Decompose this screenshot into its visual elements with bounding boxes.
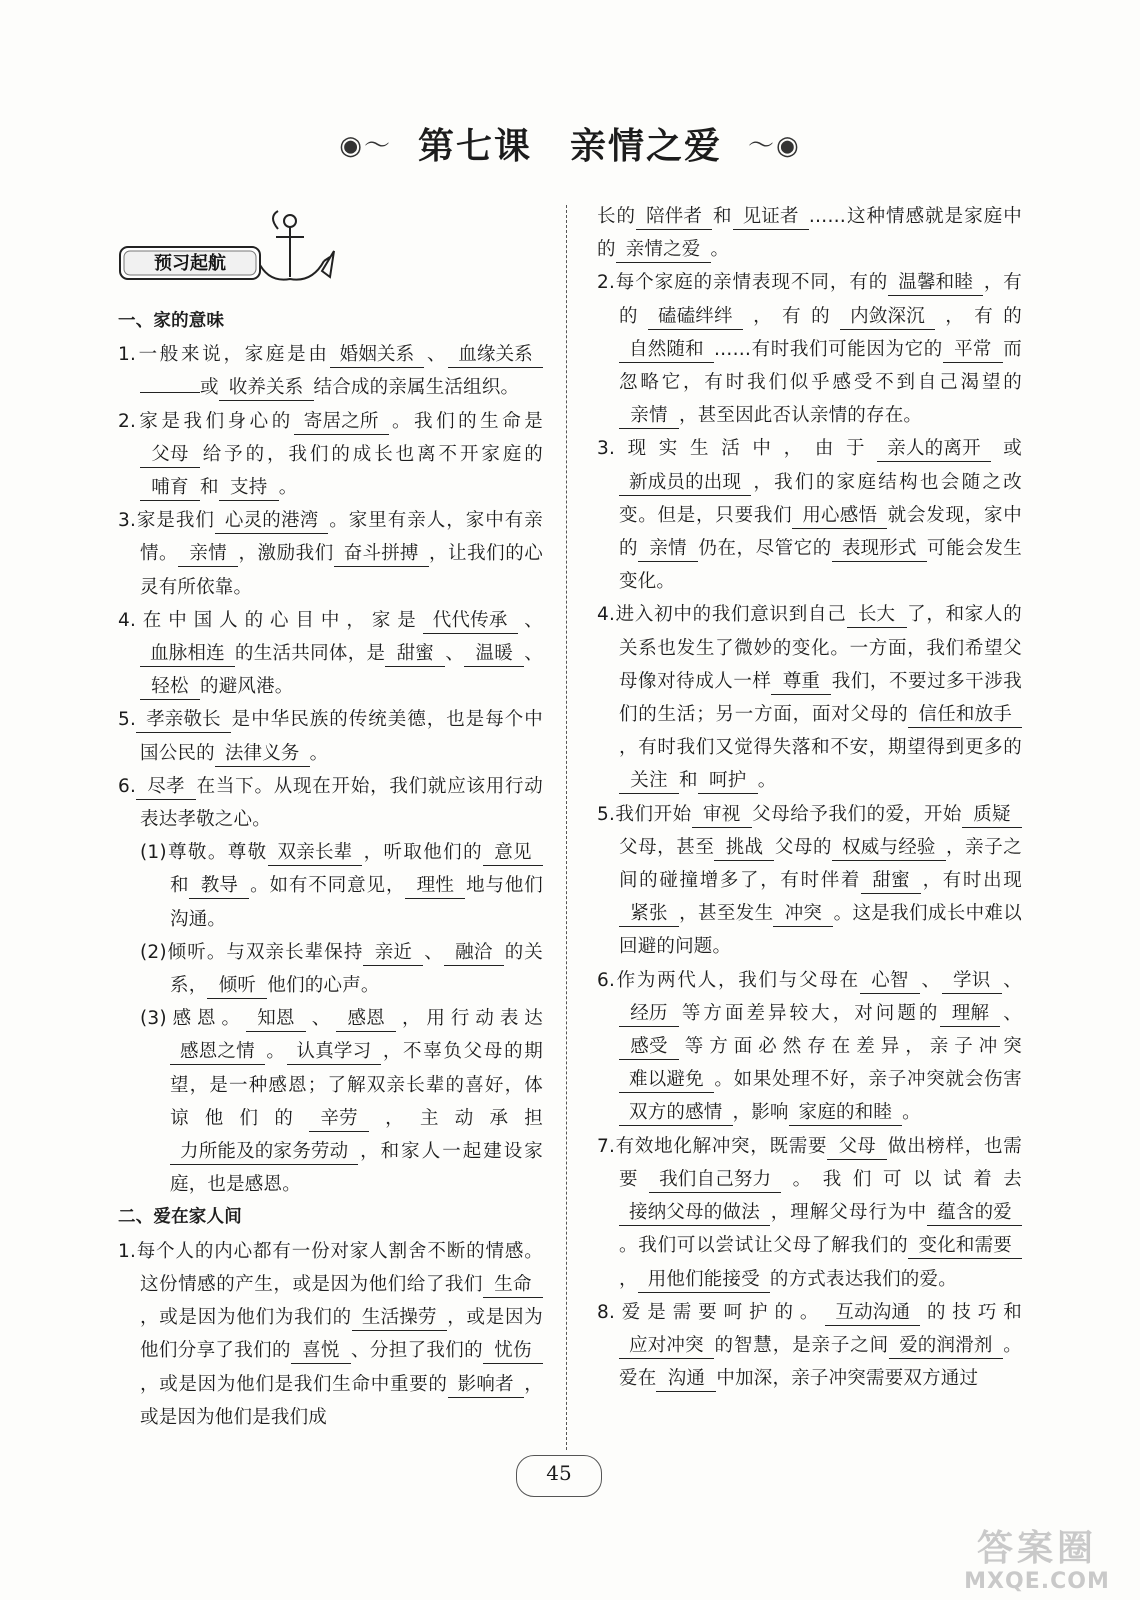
answer-blank: 辛劳	[309, 1107, 369, 1132]
answer-blank: 血脉相连	[140, 642, 235, 667]
answer-blank: 理解	[940, 1002, 1000, 1027]
watermark-line2: MXQE.COM	[964, 1569, 1110, 1594]
answer-blank: 新成员的出现	[619, 471, 751, 496]
section-heading: 一、家的意味	[118, 311, 225, 331]
section-heading: 二、爱在家人间	[118, 1207, 242, 1228]
answer-blank: 审视	[692, 803, 752, 828]
answer-blank: 亲情之爱	[616, 238, 711, 263]
answer-blank: 影响者	[448, 1373, 524, 1398]
answer-blank: 孝亲敬长	[136, 708, 231, 733]
answer-blank: 尊重	[771, 670, 831, 695]
left-swirl-icon: ◉〜	[339, 131, 392, 161]
question-item: 2.每个家庭的亲情表现不同，有的 温馨和睦 ，有的 磕磕绊绊 ，有的 内敛深沉 ，有的自然随和 ……有时我们可能因为它的 平常 而忽略它，有时我们似乎感受不到自己渴望的亲情 ，甚至因此否认亲情的存在。	[597, 266, 1022, 432]
answer-blank: 意见	[483, 841, 543, 866]
answer-blank: 呵护	[698, 769, 758, 794]
answer-blank: 感恩之情	[170, 1040, 265, 1065]
answer-blank: 权威与经验	[832, 836, 946, 861]
answer-blank: 寄居之所	[294, 410, 389, 435]
answer-blank: 温暖	[464, 642, 524, 667]
answer-blank: 倾听	[207, 974, 267, 999]
answer-blank: 理性	[405, 874, 465, 899]
answer-blank	[140, 392, 200, 393]
lesson-number: 第七课	[417, 126, 532, 167]
answer-blank: 法律义务	[215, 742, 310, 767]
answer-blank: 见证者	[733, 205, 809, 230]
question-item: 2.家是我们身心的 寄居之所 。我们的生命是父母 给予的，我们的成长也离不开家庭的哺育 和 支持 。	[118, 405, 543, 505]
answer-blank: 亲情	[638, 537, 698, 562]
answer-blank: 感受	[619, 1035, 679, 1060]
answer-blank: 喜悦	[291, 1339, 351, 1364]
answer-blank: 挑战	[714, 836, 774, 861]
answer-blank: 血缘关系	[448, 343, 543, 368]
answer-blank: 长大	[847, 603, 907, 628]
answer-blank: 奋斗拼搏	[334, 542, 429, 567]
answer-blank: 关注	[619, 769, 679, 794]
question-item: (3)感恩。 知恩 、 感恩 ，用行动表达感恩之情 。 认真学习 ，不辜负父母的期望，是一种感恩；了解双亲长辈的喜好，体谅他们的 辛劳 ，主动承担力所能及的家务劳动 ，和家人一起建设家庭，也是感恩。	[140, 1008, 543, 1196]
answer-blank: 教导	[189, 874, 249, 899]
answer-blank: 力所能及的家务劳动	[170, 1140, 358, 1165]
page-number-label: 45	[546, 1461, 572, 1485]
answer-blank: 融洽	[444, 941, 504, 966]
right-swirl-icon: 〜◉	[748, 131, 801, 161]
question-item: 8.爱是需要呵护的。 互动沟通 的技巧和应对冲突 的智慧，是亲子之间 爱的润滑剂 。爱在 沟通 中加深，亲子冲突需要双方通过	[597, 1296, 1022, 1396]
question-item: 6. 尽孝 在当下。从现在开始，我们就应该用行动表达孝敬之心。	[118, 775, 543, 831]
answer-blank: 知恩	[246, 1007, 306, 1032]
answer-blank: 生命	[483, 1273, 543, 1298]
watermark-logo	[942, 1529, 1132, 1594]
answer-blank: 亲情	[619, 404, 679, 429]
question-item: (2)倾听。与双亲长辈保持 亲近 、 融洽 的关系， 倾听 他们的心声。	[118, 936, 543, 1002]
answer-blank: 应对冲突	[619, 1334, 714, 1359]
answer-blank: 沟通	[656, 1367, 716, 1392]
answer-blank: 支持	[219, 476, 279, 501]
answer-blank: 蕴含的爱	[927, 1201, 1022, 1226]
preview-badge-label: 预习起航	[154, 253, 226, 274]
question-item: 5. 孝亲敬长 是中华民族的传统美德，也是每个中国公民的 法律义务 。	[118, 703, 543, 769]
answer-blank: 互动沟通	[825, 1301, 920, 1326]
answer-blank: 平常	[943, 338, 1003, 363]
answer-blank: 用心感悟	[792, 504, 887, 529]
question-item: 7.有效地化解冲突，既需要 父母 做出榜样，也需要 我们自己努力 。我们可以试着去接纳父母的做法 ，理解父母行为中 蕴含的爱。我们可以尝试让父母了解我们的 变化和需要， 用他们能接受 的方式表达我们的爱。	[597, 1130, 1022, 1296]
anchor-icon	[118, 207, 358, 287]
answer-blank: 收养关系	[219, 376, 314, 401]
question-item: 4.在中国人的心目中，家是 代代传承 、血脉相连 的生活共同体，是 甜蜜 、 温暖 、轻松 的避风港。	[118, 604, 543, 704]
answer-blank: 紧张	[619, 902, 679, 927]
answer-blank: 双方的感情	[619, 1101, 733, 1126]
answer-blank: 轻松	[140, 675, 200, 700]
answer-blank: 质疑	[962, 803, 1022, 828]
answer-blank: 尽孝	[136, 775, 196, 800]
page-number	[516, 1455, 602, 1497]
answer-blank: 生活操劳	[352, 1306, 447, 1331]
question-item: (1)尊敬。尊敬 双亲长辈 ，听取他们的 意见和 教导 。如有不同意见， 理性 地与他们沟通。	[140, 842, 543, 930]
answer-blank: 婚姻关系	[330, 343, 425, 368]
question-item: 3.家是我们 心灵的港湾 。家里有亲人，家中有亲情。 亲情 ，激励我们 奋斗拼搏 ，让我们的心灵有所依靠。	[118, 510, 543, 598]
question-item: 3.现实生活中，由于 亲人的离开 或新成员的出现 ，我们的家庭结构也会随之改变。但是，只要我们 用心感悟 就会发现，家中的 亲情 仍在，尽管它的 表现形式 可能会发生变化。	[597, 438, 1022, 593]
answer-blank: 家庭的和睦	[789, 1101, 903, 1126]
question-item: 5.我们开始 审视 父母给予我们的爱，开始 质疑父母，甚至 挑战 父母的 权威与经验 ，亲子之间的碰撞增多了，有时伴着 甜蜜 ，有时出现紧张 ，甚至发生 冲突 。这是我们成长中难以回避的问题。	[597, 803, 1022, 958]
answer-blank: 感恩	[336, 1007, 396, 1032]
answer-blank: 自然随和	[619, 338, 714, 363]
answer-blank: 心灵的港湾	[215, 509, 329, 534]
answer-blank: 亲人的离开	[877, 437, 991, 462]
answer-blank: 接纳父母的做法	[619, 1201, 770, 1226]
answer-blank: 难以避免	[619, 1068, 714, 1093]
lesson-topic: 亲情之爱	[570, 126, 723, 167]
answer-blank: 哺育	[140, 476, 200, 501]
answer-blank: 温馨和睦	[888, 271, 983, 296]
answer-blank: 爱的润滑剂	[889, 1334, 1003, 1359]
question-item: 6.作为两代人，我们与父母在 心智 、 学识 、经历 等方面差异较大，对问题的 理解 、感受 等方面必然存在差异，亲子冲突难以避免 。如果处理不好，亲子冲突就会伤害双方的感情 ，影响 家庭的和睦 。	[597, 964, 1022, 1130]
preview-badge	[118, 207, 358, 287]
answer-blank: 忧伤	[483, 1339, 543, 1364]
answer-blank: 我们自己努力	[649, 1168, 781, 1193]
answer-blank: 信任和放手	[908, 703, 1022, 728]
answer-blank: 心智	[860, 969, 920, 994]
answer-blank: 父母	[140, 443, 200, 468]
watermark-line1: 答案圈	[976, 1528, 1097, 1569]
answer-blank: 代代传承	[423, 609, 518, 634]
column-divider	[566, 205, 567, 1450]
lesson-title	[0, 118, 1140, 169]
answer-blank: 磕磕绊绊	[648, 305, 743, 330]
question-item: 1.每个人的内心都有一份对家人割舍不断的情感。这份情感的产生，或是因为他们给了我们 生命，或是因为他们为我们的 生活操劳 ，或是因为他们分享了我们的 喜悦 、分担了我们的 忧伤，或是因为他们是我们生命中重要的 影响者 ，或是因为他们是我们成	[118, 1240, 544, 1428]
question-item: 长的 陪伴者 和 见证者 ……这种情感就是家庭中的 亲情之爱 。	[597, 200, 1022, 266]
right-column	[597, 200, 1022, 1395]
answer-blank: 双亲长辈	[268, 841, 363, 866]
answer-blank: 甜蜜	[385, 642, 445, 667]
answer-blank: 用他们能接受	[638, 1268, 770, 1293]
question-item: 1.一般来说，家庭是由 婚姻关系 、 血缘关系或 收养关系 结合成的亲属生活组织。	[118, 338, 543, 404]
answer-blank: 学识	[942, 969, 1002, 994]
answer-blank: 变化和需要	[908, 1234, 1022, 1259]
answer-blank: 亲情	[178, 542, 238, 567]
answer-blank: 冲突	[773, 902, 833, 927]
answer-blank: 经历	[619, 1002, 679, 1027]
question-item: 4.进入初中的我们意识到自己 长大 了，和家人的关系也发生了微妙的变化。一方面，我们希望父母像对待成人一样 尊重 我们，不要过多干涉我们的生活；另一方面，面对父母的 信任和放手，有时我们又觉得失落和不安，期望得到更多的关注 和 呵护 。	[597, 598, 1022, 797]
answer-blank: 父母	[827, 1135, 887, 1160]
answer-blank: 亲近	[363, 941, 423, 966]
answer-blank: 内敛深沉	[840, 305, 935, 330]
left-column	[118, 305, 543, 1434]
answer-blank: 表现形式	[832, 537, 927, 562]
answer-blank: 甜蜜	[861, 869, 921, 894]
answer-blank: 陪伴者	[636, 205, 712, 230]
answer-blank: 认真学习	[287, 1040, 382, 1065]
